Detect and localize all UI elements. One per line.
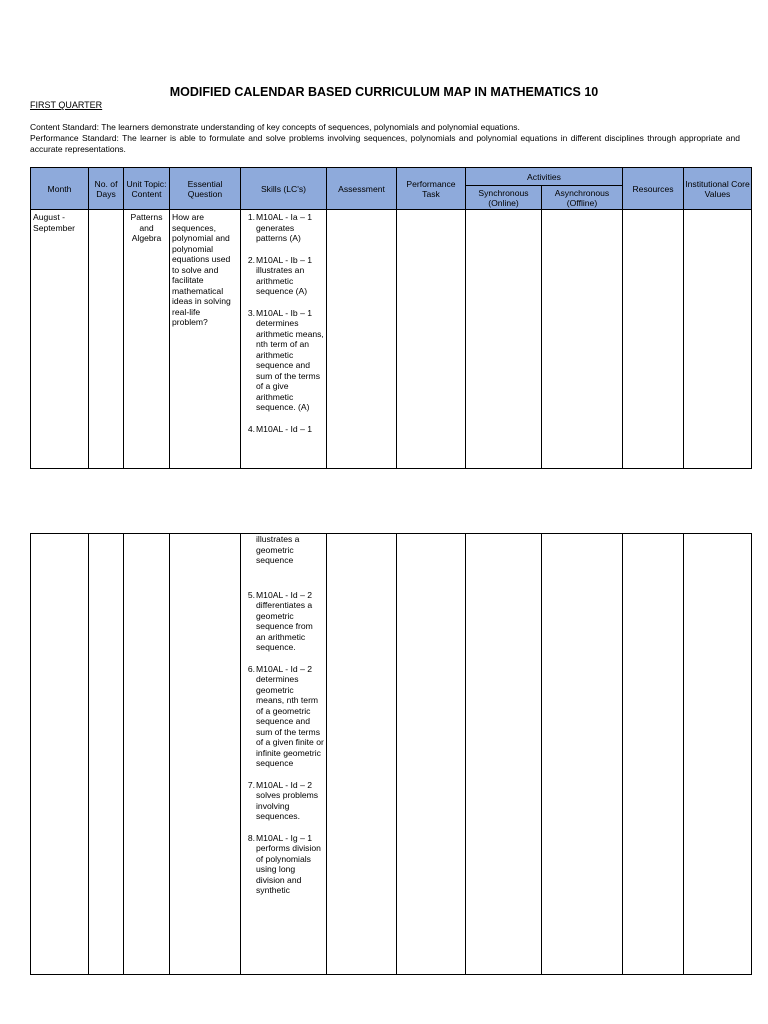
days-cell xyxy=(89,534,124,975)
header-assessment: Assessment xyxy=(327,168,397,210)
skills-cell xyxy=(241,534,327,975)
skill-number: 4. xyxy=(247,423,255,434)
document-title: MODIFIED CALENDAR BASED CURRICULUM MAP IN MATHEMATICS 10 xyxy=(169,85,599,99)
header-performance-task: Performance Task xyxy=(397,168,466,210)
skill-text: M10AL - Id – 1 xyxy=(256,423,313,434)
values-cell xyxy=(684,534,752,975)
skill-text: M10AL - Id – 2 solves problems involving sequences. xyxy=(256,779,319,821)
assessment-cell xyxy=(327,210,397,469)
synchronous-cell xyxy=(466,210,542,469)
header-days: No. of Days xyxy=(89,168,124,210)
list-item xyxy=(243,255,324,297)
month-cell xyxy=(31,534,89,975)
skills-list xyxy=(241,210,326,434)
skill-text: M10AL - Ia – 1 generates patterns (A) xyxy=(256,212,313,243)
unit-text: Patterns and Algebra xyxy=(130,212,163,243)
header-activities: Activities xyxy=(466,168,623,186)
curriculum-map-table xyxy=(30,167,752,469)
skill-number: 5. xyxy=(247,589,255,600)
resources-cell xyxy=(623,210,684,469)
month-cell xyxy=(31,210,89,469)
list-item xyxy=(243,590,324,653)
header-asynchronous: Asynchronous (Offline) xyxy=(542,186,623,210)
list-item xyxy=(243,424,324,435)
skill-number: 1. xyxy=(247,212,255,222)
header-synchronous: Synchronous (Online) xyxy=(466,186,542,210)
content-standard: Content Standard: The learners demonstrate understanding of key concepts of sequences, polynomials and polynomial equations. xyxy=(30,122,520,132)
asynchronous-cell xyxy=(542,210,623,469)
skill-number: 7. xyxy=(247,779,255,790)
skill-text: M10AL - Ig – 1 performs division of polynomials using long division and synthetic xyxy=(256,832,321,895)
list-item xyxy=(243,664,324,769)
skill-number: 8. xyxy=(247,832,255,843)
skill-continued-text: illustrates a geometric sequence xyxy=(256,534,300,565)
list-item xyxy=(243,308,324,413)
header-resources: Resources xyxy=(623,168,684,210)
skill-text: M10AL - Ib – 1 determines arithmetic means, nth term of an arithmetic sequence and sum of the terms of a give arithmetic sequence. (A) xyxy=(256,307,324,412)
skill-number: 2. xyxy=(247,254,255,265)
curriculum-map-table-continued xyxy=(30,533,752,975)
month-text: August - September xyxy=(33,212,76,233)
header-core-values: Institutional Core Values xyxy=(684,168,752,210)
skills-list xyxy=(241,590,326,896)
days-cell xyxy=(89,210,124,469)
skill-text: M10AL - Id – 2 differentiates a geometric sequence from an arithmetic sequence. xyxy=(256,589,313,652)
skill-number: 6. xyxy=(247,663,255,674)
quarter-label: FIRST QUARTER xyxy=(30,100,103,110)
table-row xyxy=(31,534,752,975)
skill-text: M10AL - Ib – 1 illustrates an arithmetic sequence (A) xyxy=(256,254,313,296)
header-skills: Skills (LC's) xyxy=(241,168,327,210)
skill-number: 3. xyxy=(247,307,255,318)
asynchronous-cell xyxy=(542,534,623,975)
list-item xyxy=(243,833,324,896)
assessment-cell xyxy=(327,534,397,975)
skill-text: M10AL - Id – 2 determines geometric means, nth term of a geometric sequence and sum of the terms of a given finite or infinite geometric sequence xyxy=(256,663,324,768)
unit-cell xyxy=(124,534,170,975)
standards-block xyxy=(30,122,740,155)
skills-cell xyxy=(241,210,327,469)
header-essential-question: Essential Question xyxy=(170,168,241,210)
essential-cell xyxy=(170,210,241,469)
values-cell xyxy=(684,210,752,469)
header-unit-topic: Unit Topic: Content xyxy=(124,168,170,210)
resources-cell xyxy=(623,534,684,975)
header-month: Month xyxy=(31,168,89,210)
list-item xyxy=(243,212,324,244)
table-row xyxy=(31,210,752,469)
performance-standard: Performance Standard: The learner is able to formulate and solve problems involving sequences, polynomials and polynomial equations in different disciplines through appropriate and accurate representations. xyxy=(30,133,740,154)
performance-cell xyxy=(397,210,466,469)
synchronous-cell xyxy=(466,534,542,975)
unit-cell xyxy=(124,210,170,469)
essential-cell xyxy=(170,534,241,975)
essential-text: How are sequences, polynomial and polynomial equations used to solve and facilitate mathematical ideas in solving real-life problem? xyxy=(172,212,231,327)
performance-cell xyxy=(397,534,466,975)
list-item xyxy=(243,780,324,822)
